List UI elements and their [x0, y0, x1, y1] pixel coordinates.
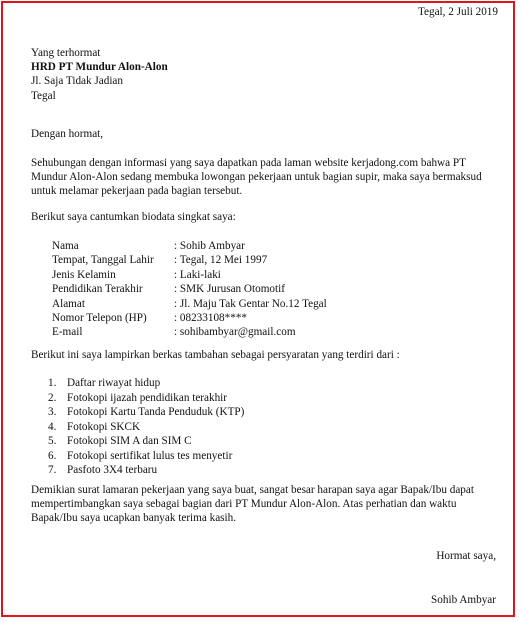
list-number: 5. — [48, 435, 57, 447]
bio-value: : Sohib Ambyar — [174, 240, 245, 252]
bio-value: : Laki-laki — [174, 268, 221, 281]
list-text: Fotokopi SIM A dan SIM C — [67, 435, 192, 447]
recipient-greeting: Yang terhormat — [31, 47, 101, 59]
list-text: Fotokopi Kartu Tanda Penduduk (KTP) — [67, 406, 245, 418]
bio-row — [52, 268, 327, 282]
bio-label: Jenis Kelamin — [52, 268, 116, 281]
list-item — [48, 420, 244, 435]
closing-phrase: Hormat saya, — [436, 550, 496, 562]
list-text: Daftar riwayat hidup — [67, 377, 161, 389]
list-text: Fotokopi SKCK — [67, 420, 141, 433]
salutation: Dengan hormat, — [31, 128, 104, 140]
bio-row — [52, 282, 327, 296]
list-item — [48, 449, 244, 464]
bio-label: Nomor Telepon (HP) — [52, 312, 147, 325]
bio-row — [52, 253, 327, 267]
bio-row — [52, 325, 327, 339]
list-item — [48, 391, 244, 406]
letter-date: Tegal, 2 Juli 2019 — [417, 6, 498, 18]
bio-value: : Tegal, 12 Mei 1997 — [174, 254, 268, 267]
attachments-list — [48, 376, 244, 478]
closing-paragraph: Demikian surat lamaran pekerjaan yang saya buat, sangat besar harapan saya agar Bapak/Ibu dapat mempertimbangkan saya sebagai bagian dari PT Mundur Alon-Alon. Atas perhatian dan waktu Bapak/Ibu saya ucapkan banyak terima kasih. — [31, 484, 474, 525]
bio-label: Pendidikan Terakhir — [52, 283, 143, 296]
list-number: 4. — [48, 420, 57, 433]
list-number: 1. — [48, 377, 57, 389]
list-number: 7. — [48, 464, 57, 476]
bio-value: : SMK Jurusan Otomotif — [174, 283, 285, 296]
list-text: Fotokopi ijazah pendidikan terakhir — [67, 391, 228, 404]
attachments-intro: Berikut ini saya lampirkan berkas tambahan sebagai persyaratan yang terdiri dari : — [31, 349, 400, 361]
recipient-company: HRD PT Mundur Alon-Alon — [31, 61, 168, 74]
bio-label: Nama — [52, 240, 79, 252]
bio-label: E-mail — [52, 326, 83, 339]
bio-row — [52, 297, 327, 311]
list-number: 6. — [48, 449, 57, 462]
list-number: 2. — [48, 391, 57, 404]
recipient-city: Tegal — [31, 89, 56, 102]
bio-label: Alamat — [52, 297, 85, 310]
intro-paragraph: Sehubungan dengan informasi yang saya dapatkan pada laman website kerjadong.com bahwa PT Mundur Alon-Alon sedang membuka lowongan pekerjaan untuk bagian supir, maka saya bermaksud untuk melamar pekerjaan pada bagian tersebut. — [31, 157, 482, 198]
bio-value: : Jl. Maju Tak Gentar No.12 Tegal — [174, 297, 327, 310]
list-text: Pasfoto 3X4 terbaru — [67, 464, 158, 476]
bio-intro: Berikut saya cantumkan biodata singkat saya: — [31, 211, 236, 223]
list-item — [48, 463, 244, 478]
signature-name: Sohib Ambyar — [431, 594, 496, 606]
list-number: 3. — [48, 406, 57, 418]
bio-value: : sohibambyar@gmail.com — [174, 326, 296, 339]
biodata-table — [52, 239, 327, 340]
list-item — [48, 376, 244, 391]
list-item — [48, 405, 244, 420]
recipient-street: Jl. Saja Tidak Jadian — [31, 75, 123, 88]
bio-row — [52, 239, 327, 253]
bio-label: Tempat, Tanggal Lahir — [52, 254, 154, 267]
recipient-block — [31, 46, 168, 103]
list-text: Fotokopi sertifikat lulus tes menyetir — [67, 449, 233, 462]
bio-value: : 08233108**** — [174, 312, 248, 325]
list-item — [48, 434, 244, 449]
bio-row — [52, 311, 327, 325]
